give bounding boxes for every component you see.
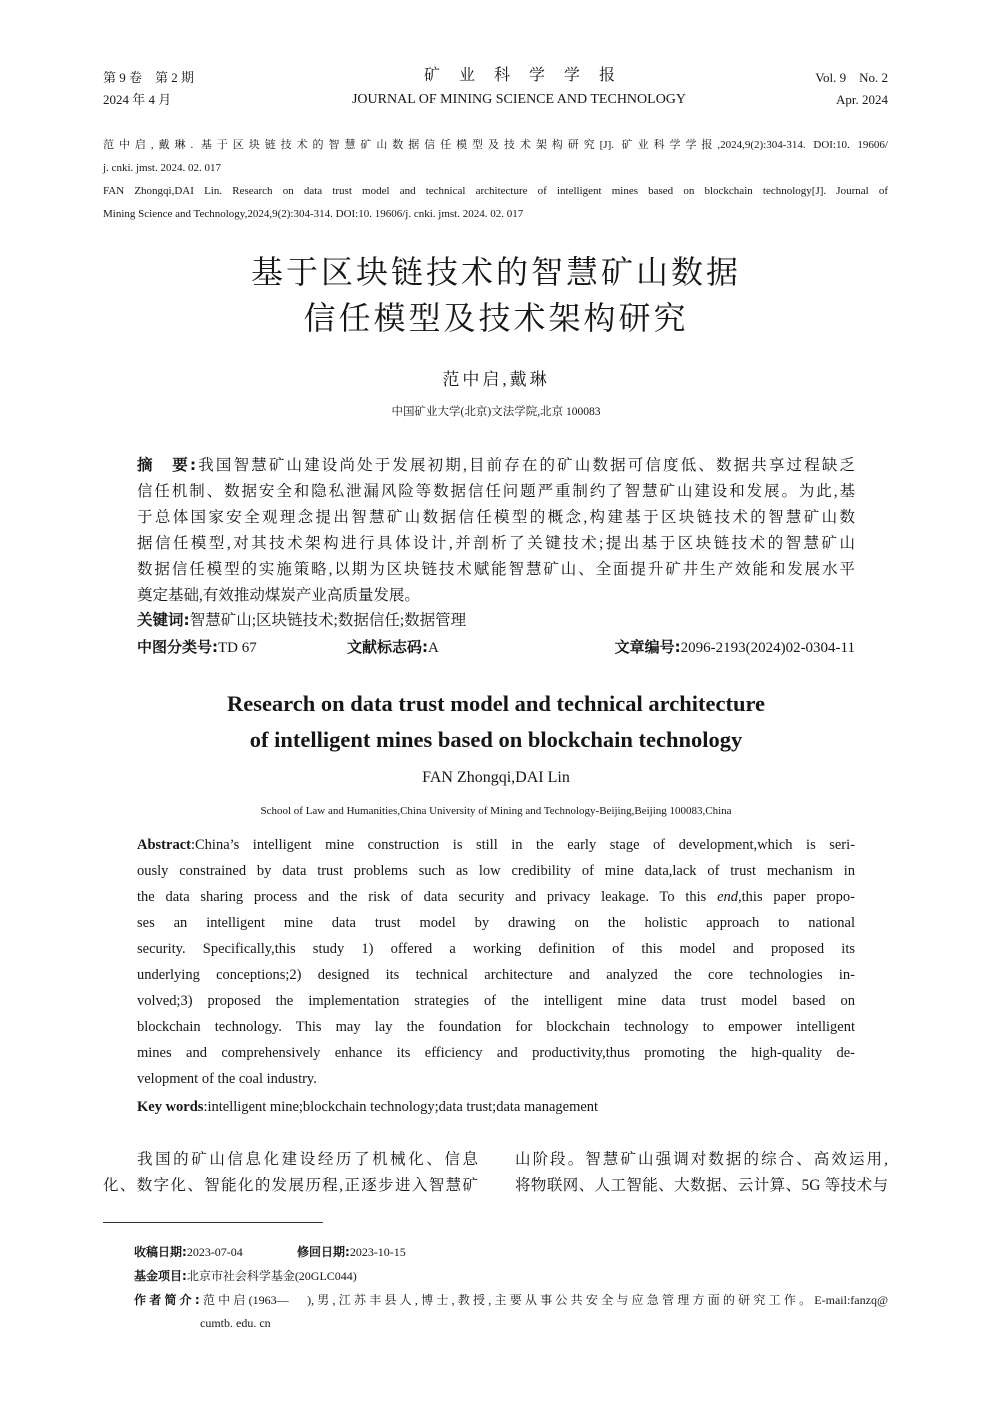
footnote-rule xyxy=(103,1222,323,1223)
body-line: 山阶段。智慧矿山强调对数据的综合、高效运用, xyxy=(515,1151,888,1168)
received-date-label: 收稿日期: xyxy=(134,1245,187,1259)
citation-line: Mining Science and Technology,2024,9(2):304-314. DOI:10. 19606/j. cnki. jmst. 2024. 02. 017 xyxy=(103,208,524,220)
volume-issue-en: Vol. 9 No. 2 xyxy=(815,70,888,85)
abstract-cn-line: 信任机制、数据安全和隐私泄漏风险等数据信任问题严重制约了智慧矿山建设和发展。为此,基 xyxy=(137,483,855,500)
fund-value: 北京市社会科学基金(20GLC044) xyxy=(186,1269,357,1283)
body-column-left xyxy=(103,1147,478,1199)
abstract-en xyxy=(137,832,855,1092)
fund-note xyxy=(134,1264,357,1288)
abstract-cn-line: 于总体国家安全观理念提出智慧矿山数据信任模型的概念,构建基于区块链技术的智慧矿山数 xyxy=(137,509,855,526)
document-code xyxy=(347,634,439,661)
abstract-en-line xyxy=(137,884,855,910)
clc-number xyxy=(137,634,257,661)
keywords-cn-text: 智慧矿山;区块链技术;数据信任;数据管理 xyxy=(189,612,467,629)
keywords-en-text: :intelligent mine;blockchain technology;data trust;data management xyxy=(203,1099,599,1115)
citation-line: 范中启,戴琳. 基于区块链技术的智慧矿山数据信任模型及技术架构研究[J]. 矿业科学学报,2024,9(2):304-314. DOI:10. 19606/ xyxy=(103,139,888,151)
keywords-en-label: Key words xyxy=(137,1099,204,1115)
document-code-label: 文献标志码: xyxy=(347,638,428,656)
body-line: 我国的矿山信息化建设经历了机械化、信息 xyxy=(137,1151,478,1168)
fund-label: 基金项目: xyxy=(134,1269,187,1283)
received-date-value: 2023-07-04 xyxy=(186,1245,243,1259)
citation-block xyxy=(103,134,888,226)
author-bio-text: 范中启(1963— ),男,江苏丰县人,博士,教授,主要从事公共安全与应急管理方面的研究工作。E-mail:fanzq@ xyxy=(199,1293,888,1307)
keywords-cn-label: 关键词: xyxy=(137,611,190,629)
revised-date-label: 修回日期: xyxy=(297,1245,350,1259)
abstract-en-line: volved;3) proposed the implementation strategies of the intelligent mine data trust model based on xyxy=(137,993,855,1009)
abstract-cn-line: 奠定基础,有效推动煤炭产业高质量发展。 xyxy=(137,587,420,604)
authors-cn: 范中启,戴琳 xyxy=(442,370,550,389)
author-bio xyxy=(134,1288,888,1312)
volume-issue-cn: 第 9 卷 第 2 期 xyxy=(103,70,195,85)
abstract-en-text: :China’s intelligent mine construction is still in the early stage of development,which is seri- xyxy=(190,837,855,853)
title-en-line: Research on data trust model and technical architecture xyxy=(226,691,766,716)
title-cn xyxy=(0,249,992,341)
body-line: 化、数字化、智能化的发展历程,正逐步进入智慧矿 xyxy=(103,1177,478,1194)
classification-row xyxy=(137,634,855,660)
citation-line: j. cnki. jmst. 2024. 02. 017 xyxy=(103,162,221,174)
abstract-cn-line: 据信任模型,对其技术架构进行具体设计,并剖析了关键技术;提出基于区块链技术的智慧矿山 xyxy=(137,535,855,552)
abstract-en-text: ,this paper propo- xyxy=(738,889,855,905)
article-number-value: 2096-2193(2024)02-0304-11 xyxy=(680,640,855,656)
date-cn: 2024 年 4 月 xyxy=(103,92,172,107)
received-date xyxy=(134,1240,243,1264)
title-en xyxy=(0,686,992,758)
abstract-cn-line xyxy=(137,452,855,479)
clc-value: TD 67 xyxy=(218,640,257,656)
abstract-en-italic: end xyxy=(717,889,739,905)
abstract-en-line: ously constrained by data trust problems such as low credibility of mine data,lack of trust mechanism in xyxy=(137,863,855,879)
author-bio-label: 作者简介: xyxy=(134,1293,200,1307)
header-right xyxy=(815,67,888,111)
title-en-line: of intelligent mines based on blockchain technology xyxy=(249,727,743,752)
journal-name-cn: 矿业科学学报 xyxy=(424,67,635,84)
header-left xyxy=(103,67,194,111)
abstract-en-line: underlying conceptions;2) designed its technical architecture and analyzed the core technologies in- xyxy=(137,967,855,983)
date-en: Apr. 2024 xyxy=(836,92,888,107)
clc-label: 中图分类号: xyxy=(137,638,218,656)
abstract-cn-line: 数据信任模型的实施策略,以期为区块链技术赋能智慧矿山、全面提升矿井生产效能和发展水平 xyxy=(137,561,855,578)
abstract-en-line: ses an intelligent mine data trust model by drawing on the holistic approach to national xyxy=(137,915,855,931)
abstract-en-line xyxy=(137,832,855,858)
document-code-value: A xyxy=(428,640,439,656)
revised-date xyxy=(297,1240,406,1264)
authors-en: FAN Zhongqi,DAI Lin xyxy=(422,769,570,786)
abstract-cn-label: 摘 要: xyxy=(137,456,197,474)
body-line: 将物联网、人工智能、大数据、云计算、5G 等技术与 xyxy=(515,1177,888,1194)
body-column-right xyxy=(515,1147,888,1199)
title-cn-line: 基于区块链技术的智慧矿山数据 xyxy=(250,253,741,291)
abstract-cn-text: 我国智慧矿山建设尚处于发展初期,目前存在的矿山数据可信度低、数据共享过程缺乏 xyxy=(196,457,855,474)
keywords-en xyxy=(137,1094,855,1120)
abstract-en-line: velopment of the coal industry. xyxy=(137,1071,317,1087)
revised-date-value: 2023-10-15 xyxy=(349,1245,406,1259)
author-bio-continued: cumtb. edu. cn xyxy=(200,1316,271,1330)
article-number xyxy=(615,634,855,661)
abstract-cn xyxy=(137,452,855,609)
keywords-cn xyxy=(137,607,855,634)
title-cn-line: 信任模型及技术架构研究 xyxy=(303,299,689,337)
abstract-en-line: mines and comprehensively enhance its efficiency and productivity,thus promoting the high-quality de- xyxy=(137,1045,855,1061)
article-number-label: 文章编号: xyxy=(614,638,681,656)
affiliation-cn: 中国矿业大学(北京)文法学院,北京 100083 xyxy=(391,406,601,418)
abstract-en-label: Abstract xyxy=(137,837,191,853)
affiliation-en: School of Law and Humanities,China University of Mining and Technology-Beijing,Beijing 100083,China xyxy=(260,805,732,817)
citation-line: FAN Zhongqi,DAI Lin. Research on data trust model and technical architecture of intelligent mines based on blockchain technology[J]. Journal of xyxy=(103,185,888,197)
journal-name-en: JOURNAL OF MINING SCIENCE AND TECHNOLOGY xyxy=(351,92,687,107)
abstract-en-line: security. Specifically,this study 1) offered a working definition of this model and proposed its xyxy=(137,941,855,957)
abstract-en-text: the data sharing process and the risk of data security and privacy leakage. To this xyxy=(137,889,718,905)
abstract-en-line: blockchain technology. This may lay the foundation for blockchain technology to empower intelligent xyxy=(137,1019,855,1035)
